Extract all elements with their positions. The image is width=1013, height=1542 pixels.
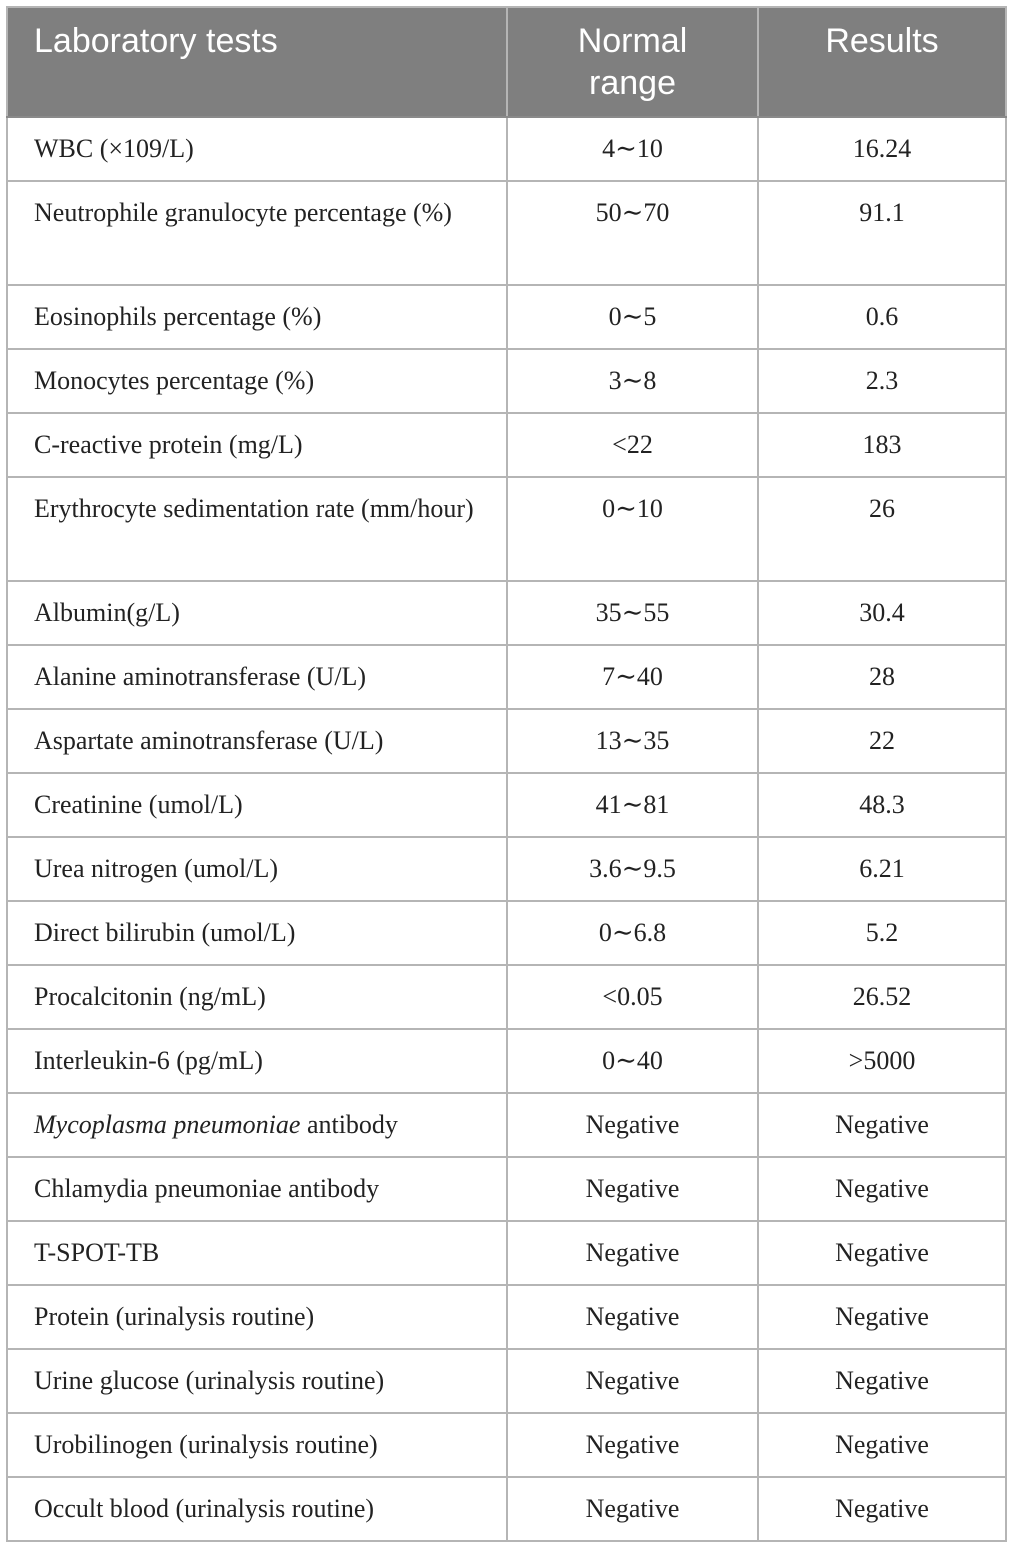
result-value: 5.2 [758,901,1006,965]
result-value: Negative [758,1349,1006,1413]
table-row [7,1157,1006,1221]
normal-range: 50∼70 [507,181,758,285]
normal-range: Negative [507,1157,758,1221]
test-name: C-reactive protein (mg/L) [7,413,507,477]
test-name: Urine glucose (urinalysis routine) [7,1349,507,1413]
normal-range: Negative [507,1413,758,1477]
result-value: 26.52 [758,965,1006,1029]
test-name: Aspartate aminotransferase (U/L) [7,709,507,773]
table-row [7,581,1006,645]
table-row [7,1349,1006,1413]
normal-range: Negative [507,1477,758,1541]
table-row [7,773,1006,837]
normal-range: Negative [507,1093,758,1157]
test-name: T-SPOT-TB [7,1221,507,1285]
test-name: Creatinine (umol/L) [7,773,507,837]
table-row [7,1029,1006,1093]
normal-range: Negative [507,1221,758,1285]
table-row [7,117,1006,181]
test-name: Interleukin-6 (pg/mL) [7,1029,507,1093]
test-name: Chlamydia pneumoniae antibody [7,1157,507,1221]
result-value: Negative [758,1221,1006,1285]
result-value: Negative [758,1157,1006,1221]
test-name: Urobilinogen (urinalysis routine) [7,1413,507,1477]
table-row [7,181,1006,285]
result-value: 48.3 [758,773,1006,837]
test-name: Erythrocyte sedimentation rate (mm/hour) [7,477,507,581]
result-value: 30.4 [758,581,1006,645]
result-value: 16.24 [758,117,1006,181]
table-row [7,1221,1006,1285]
table-row [7,1285,1006,1349]
header-results: Results [758,7,1006,117]
normal-range: <22 [507,413,758,477]
table-row [7,645,1006,709]
table-row [7,1413,1006,1477]
result-value: 2.3 [758,349,1006,413]
normal-range: 35∼55 [507,581,758,645]
table-row [7,1093,1006,1157]
test-name: Monocytes percentage (%) [7,349,507,413]
normal-range: 7∼40 [507,645,758,709]
result-value: >5000 [758,1029,1006,1093]
result-value: 91.1 [758,181,1006,285]
result-value: 22 [758,709,1006,773]
table-row [7,709,1006,773]
result-value: 0.6 [758,285,1006,349]
test-name [7,1093,507,1157]
normal-range: 0∼6.8 [507,901,758,965]
table-row [7,285,1006,349]
test-name: Protein (urinalysis routine) [7,1285,507,1349]
result-value: Negative [758,1285,1006,1349]
table-row [7,477,1006,581]
normal-range: 0∼10 [507,477,758,581]
normal-range: 13∼35 [507,709,758,773]
header-test: Laboratory tests [7,7,507,117]
test-name: Occult blood (urinalysis routine) [7,1477,507,1541]
normal-range: Negative [507,1285,758,1349]
test-name: Eosinophils percentage (%) [7,285,507,349]
result-value: 28 [758,645,1006,709]
result-value: 183 [758,413,1006,477]
normal-range: 3.6∼9.5 [507,837,758,901]
result-value: Negative [758,1477,1006,1541]
normal-range: 0∼5 [507,285,758,349]
result-value: Negative [758,1093,1006,1157]
lab-results-table [6,6,1007,1542]
table-row [7,1477,1006,1541]
test-name: Procalcitonin (ng/mL) [7,965,507,1029]
test-name-rest: antibody [300,1110,398,1139]
normal-range: Negative [507,1349,758,1413]
normal-range: 41∼81 [507,773,758,837]
test-name-italic: Mycoplasma pneumoniae [34,1110,301,1139]
table-row [7,413,1006,477]
result-value: 6.21 [758,837,1006,901]
result-value: Negative [758,1413,1006,1477]
header-normal-range: Normal range [507,7,758,117]
normal-range: 0∼40 [507,1029,758,1093]
test-name: WBC (×109/L) [7,117,507,181]
normal-range: <0.05 [507,965,758,1029]
test-name: Direct bilirubin (umol/L) [7,901,507,965]
test-name: Urea nitrogen (umol/L) [7,837,507,901]
table-row [7,349,1006,413]
test-name: Albumin(g/L) [7,581,507,645]
header-row [7,7,1006,117]
normal-range: 3∼8 [507,349,758,413]
result-value: 26 [758,477,1006,581]
table-row [7,901,1006,965]
table-row [7,965,1006,1029]
test-name: Alanine aminotransferase (U/L) [7,645,507,709]
table-row [7,837,1006,901]
normal-range: 4∼10 [507,117,758,181]
test-name: Neutrophile granulocyte percentage (%) [7,181,507,285]
